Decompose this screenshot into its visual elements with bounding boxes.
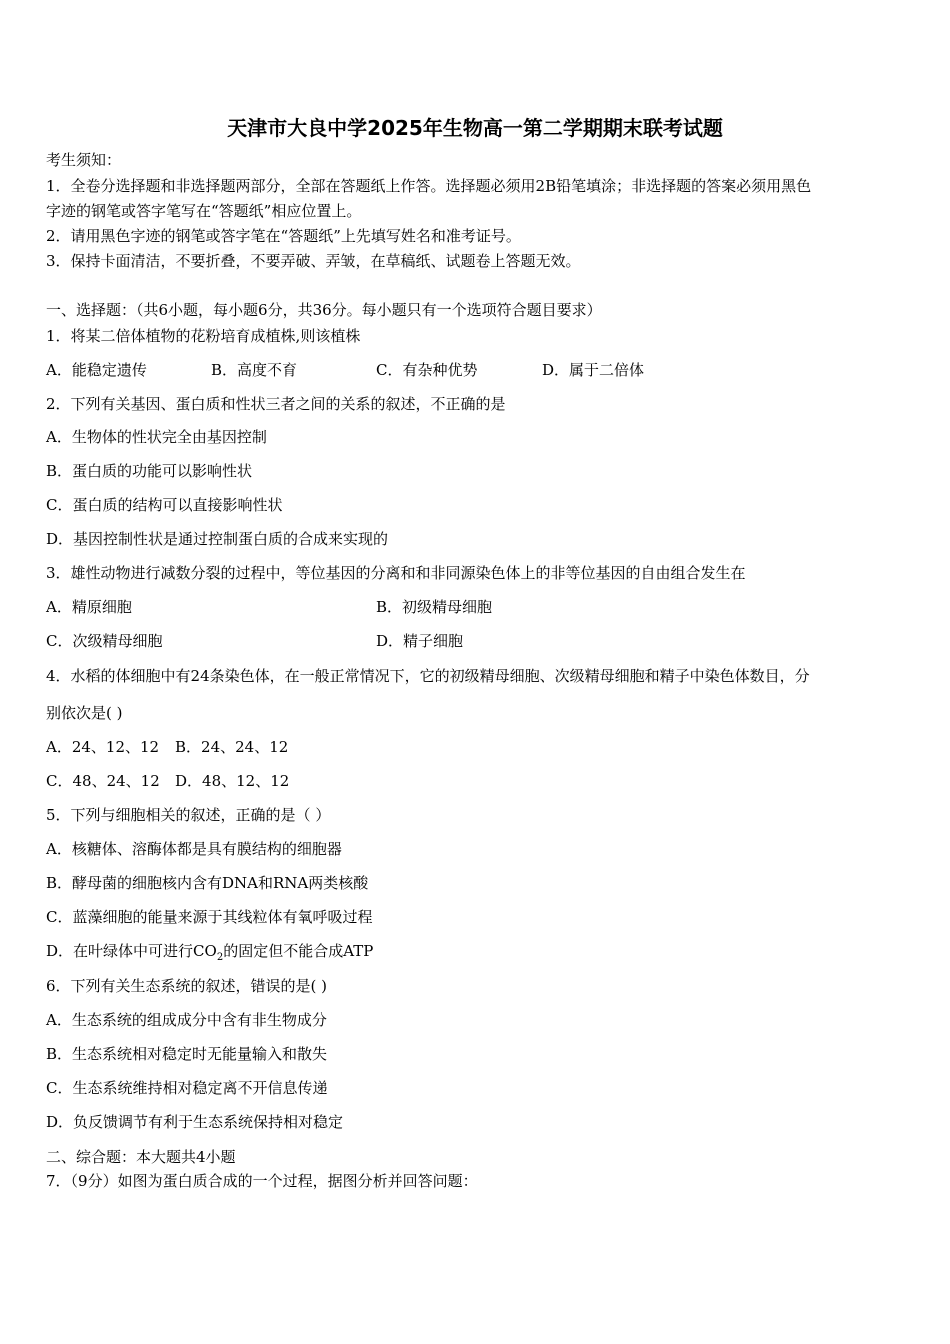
q3-option-a: A．精原细胞 <box>46 598 132 616</box>
q3-option-b: B．初级精母细胞 <box>376 598 493 616</box>
q6-option-c: C．生态系统维持相对稳定离不开信息传递 <box>46 1079 328 1097</box>
notice-line: 1．全卷分选择题和非选择题两部分，全部在答题纸上作答。选择题必须用2B铅笔填涂；非选择题的答案必须用黑色 <box>46 177 812 195</box>
q4-option-c: C．48、24、12 <box>46 772 160 790</box>
question-4-stem: 4．水稻的体细胞中有24条染色体，在一般正常情况下，它的初级精母细胞、次级精母细胞和精子中染色体数目，分 <box>46 667 810 685</box>
q1-option-c: C．有杂种优势 <box>376 361 478 379</box>
q5-option-d <box>46 941 373 968</box>
q2-option-b: B．蛋白质的功能可以影响性状 <box>46 462 253 480</box>
q5-option-d-text-end: 的固定但不能合成ATP <box>223 942 374 960</box>
subscript: 2 <box>216 952 224 963</box>
question-2-stem: 2．下列有关基因、蛋白质和性状三者之间的关系的叙述，不正确的是 <box>46 395 506 413</box>
notice-line: 2．请用黑色字迹的钢笔或答字笔在“答题纸”上先填写姓名和准考证号。 <box>46 227 521 245</box>
notice-heading: 考生须知： <box>46 151 122 169</box>
q6-option-b: B．生态系统相对稳定时无能量输入和散失 <box>46 1045 328 1063</box>
question-4-stem-cont: 别依次是( ) <box>46 704 123 722</box>
notice-line: 字迹的钢笔或答字笔写在“答题纸”相应位置上。 <box>46 202 362 220</box>
section2-heading: 二、综合题：本大题共4小题 <box>46 1148 236 1166</box>
question-7-stem: 7．（9分）如图为蛋白质合成的一个过程，据图分析并回答问题： <box>46 1172 478 1190</box>
q4-option-d: D．48、12、12 <box>175 772 290 790</box>
question-1-stem: 1．将某二倍体植物的花粉培育成植株,则该植株 <box>46 327 361 345</box>
q6-option-d: D．负反馈调节有利于生态系统保持相对稳定 <box>46 1113 344 1131</box>
q5-option-c: C．蓝藻细胞的能量来源于其线粒体有氧呼吸过程 <box>46 908 373 926</box>
q4-option-b: B．24、24、12 <box>175 738 289 756</box>
section1-heading: 一、选择题：（共6小题，每小题6分，共36分。每小题只有一个选项符合题目要求） <box>46 301 602 319</box>
q5-option-b: B．酵母菌的细胞核内含有DNA和RNA两类核酸 <box>46 874 369 892</box>
q5-option-a: A．核糖体、溶酶体都是具有膜结构的细胞器 <box>46 840 342 858</box>
q1-option-d: D．属于二倍体 <box>542 361 645 379</box>
question-6-stem: 6．下列有关生态系统的叙述，错误的是( ) <box>46 977 328 995</box>
question-3-stem: 3．雄性动物进行减数分裂的过程中，等位基因的分离和和非同源染色体上的非等位基因的自由组合发生在 <box>46 564 746 582</box>
question-5-stem: 5．下列与细胞相关的叙述，正确的是（ ） <box>46 806 331 824</box>
q4-option-a: A．24、12、12 <box>46 738 160 756</box>
q2-option-c: C．蛋白质的结构可以直接影响性状 <box>46 496 283 514</box>
q2-option-d: D．基因控制性状是通过控制蛋白质的合成来实现的 <box>46 530 389 548</box>
q3-option-d: D．精子细胞 <box>376 632 464 650</box>
q5-option-d-text: D．在叶绿体中可进行CO <box>46 942 217 960</box>
page-title: 天津市大良中学2025年生物高一第二学期期末联考试题 <box>227 116 723 140</box>
q3-option-c: C．次级精母细胞 <box>46 632 163 650</box>
q2-option-a: A．生物体的性状完全由基因控制 <box>46 428 267 446</box>
q1-option-b: B．高度不育 <box>211 361 298 379</box>
q6-option-a: A．生态系统的组成成分中含有非生物成分 <box>46 1011 327 1029</box>
notice-line: 3．保持卡面清洁，不要折叠，不要弄破、弄皱，在草稿纸、试题卷上答题无效。 <box>46 252 581 270</box>
q1-option-a: A．能稳定遗传 <box>46 361 147 379</box>
